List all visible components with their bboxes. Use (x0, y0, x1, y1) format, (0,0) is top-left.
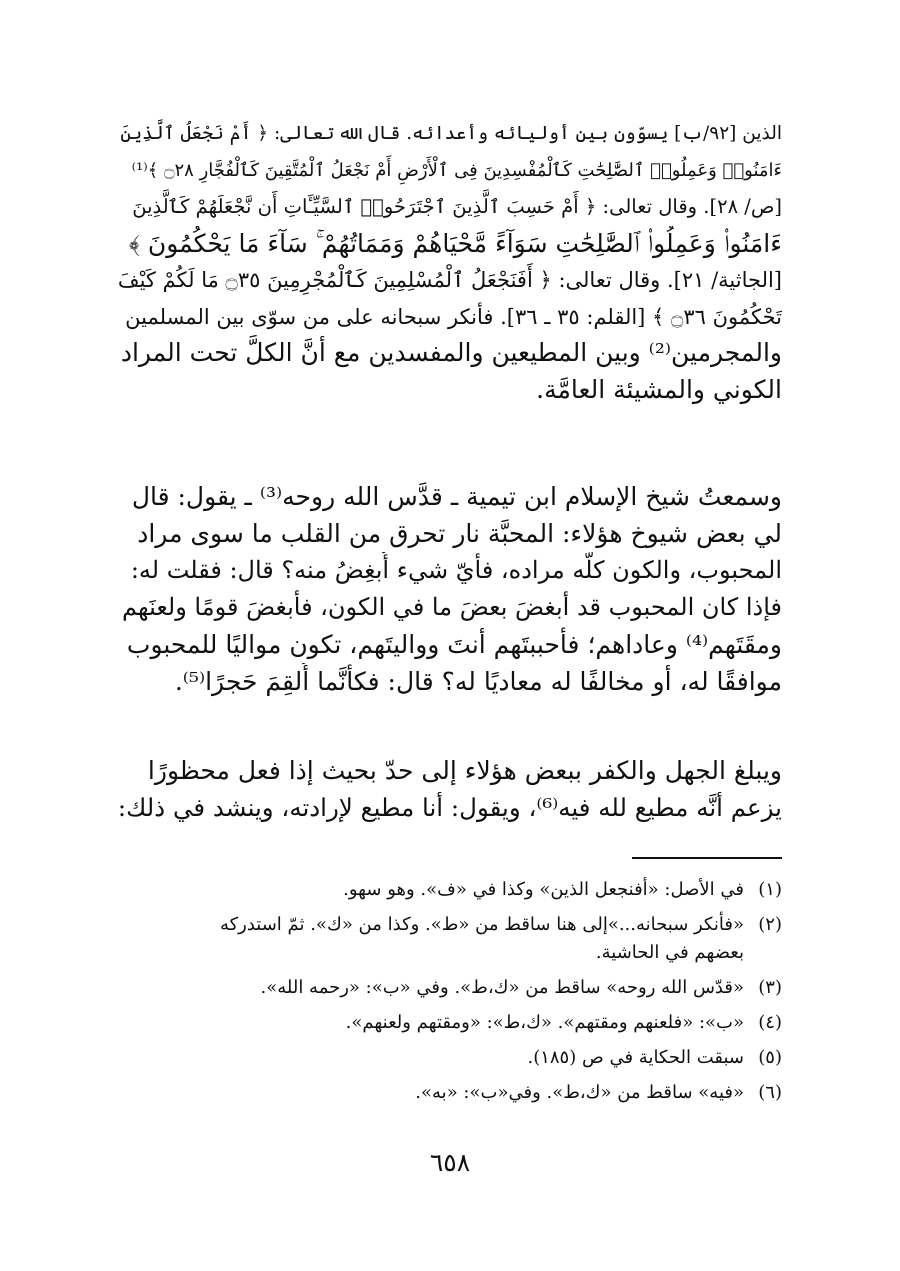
footnote (120, 1009, 782, 1037)
footnote-text (120, 1044, 744, 1072)
text-line: ءَامَنُوا۟ وَعَمِلُوا۟ ٱلصَّٰلِحَٰتِ سَوَآءً مَّحْيَاهُمْ وَمَمَاتُهُمْ ۚ سَآءَ مَا يَحْكُمُونَ ﴾ (128, 228, 782, 258)
footnote-separator (632, 857, 782, 859)
text-line: المحبوب، والكون كلّه مراده، فأيّ شيء أُبغِضُ منه؟ قال: فقلت له: (130, 556, 782, 584)
text-line: [الجاثية/ ٢١]. وقال تعالى: ﴿ أَفَنَجْعَلُ ٱلْمُسْلِمِينَ كَٱلْمُجْرِمِينَ ۝٣٥ مَا لَكُمْ كَيْفَ (118, 268, 782, 292)
text-line: موافقًا له، أو مخالفًا له معاديًا له؟ قال: فكأنَّما أُلقِمَ حَجرًا⁽⁵⁾. (174, 667, 782, 696)
footnote-text (120, 876, 744, 904)
footnote-text (120, 974, 744, 1002)
text-line: [ص/ ٢٨]. وقال تعالى: ﴿ أَمْ حَسِبَ ٱلَّذِينَ ٱجْتَرَحُوا۟ ٱلسَّيِّـَٔاتِ أَن نَّجْعَلَهُمْ كَٱلَّذِينَ (132, 195, 782, 218)
footnotes (120, 876, 782, 1114)
page-number: ٦٥٨ (429, 1148, 471, 1177)
text-line: الذين [٩٢/ب] يسوّون بين أوليائه وأعدائه. قال الله تعالى: ﴿ أَمْ نَجْعَلُ ٱلَّذِينَ (120, 123, 782, 144)
footnote-line: «فأنكر سبحانه...»إلى هنا ساقط من «ط». وكذا من «ك». ثمّ استدركه (219, 914, 744, 935)
footnote (120, 1044, 782, 1072)
text-line: فإذا كان المحبوب قد أبغضَ بعضَ ما في الكون، فأبغضَ قومًا ولعنَهم (122, 593, 782, 621)
footnote-text (120, 1079, 744, 1107)
footnote-line: «ب»: «فلعنهم ومقتهم». «ك،ط»: «ومقتهم ولعنهم». (345, 1012, 744, 1033)
footnote-number: (٢) (758, 914, 782, 935)
footnote (120, 1079, 782, 1107)
footnote-text (120, 1009, 744, 1037)
footnote-text (120, 911, 744, 967)
footnote-number: (٤) (758, 1012, 782, 1033)
text-line: والمجرمين⁽²⁾ وبين المطيعين والمفسدين مع أنَّ الكلَّ تحت المراد (120, 338, 782, 367)
paragraph-1 (118, 116, 782, 408)
text-line: ءَامَنُوا۟ وَعَمِلُوا۟ ٱلصَّٰلِحَٰتِ كَٱلْمُفْسِدِينَ فِى ٱلْأَرْضِ أَمْ نَجْعَلُ ٱلْمُتَّقِينَ كَٱلْفُجَّارِ ۝٢٨ ﴾⁽¹⁾ (131, 159, 782, 181)
text-line: وسمعتُ شيخ الإسلام ابن تيمية ـ قدَّس الله روحه⁽³⁾ ـ يقول: قال (131, 482, 782, 511)
footnote-line: «قدّس الله روحه» ساقط من «ك،ط». وفي «ب»: «رحمه الله». (260, 977, 744, 998)
paragraph-2 (118, 478, 782, 700)
text-line: يزعم أنَّه مطيع لله فيه⁽⁶⁾، ويقول: أنا مطيع لإرادته، وينشد في ذلك: (118, 793, 782, 822)
footnote-number: (٣) (758, 977, 782, 998)
footnote-number: (٥) (758, 1047, 782, 1068)
footnote-line: سبقت الحكاية في ص (١٨٥). (527, 1047, 744, 1068)
footnote (120, 876, 782, 904)
text-line: ويبلغ الجهل والكفر ببعض هؤلاء إلى حدّ بحيث إذا فعل محظورًا (147, 756, 782, 785)
footnote-line: بعضهم في الحاشية. (595, 942, 744, 963)
paragraph-3 (118, 752, 782, 826)
text-line: ومقَتَهم⁽⁴⁾ وعاداهم؛ فأحببتَهم أنتَ وواليتَهم، تكون مواليًا للمحبوب (126, 630, 782, 659)
text-line: لي بعض شيوخ هؤلاء: المحبَّة نار تحرق من القلب ما سوى مراد (137, 519, 782, 548)
footnote-number: (١) (758, 879, 782, 900)
footnote-line: «فيه» ساقط من «ك،ط». وفي«ب»: «به». (415, 1082, 744, 1103)
text-line: الكوني والمشيئة العامَّة. (536, 374, 782, 404)
text-line: تَحْكُمُونَ ۝٣٦ ﴾ [القلم: ٣٥ ـ ٣٦]. فأنكر سبحانه على من سوّى بين المسلمين (125, 304, 782, 329)
footnote-number: (٦) (758, 1082, 782, 1103)
footnote-line: في الأصل: «أفنجعل الذين» وكذا في «ف». وهو سهو. (343, 879, 744, 900)
footnote (120, 911, 782, 967)
footnote (120, 974, 782, 1002)
